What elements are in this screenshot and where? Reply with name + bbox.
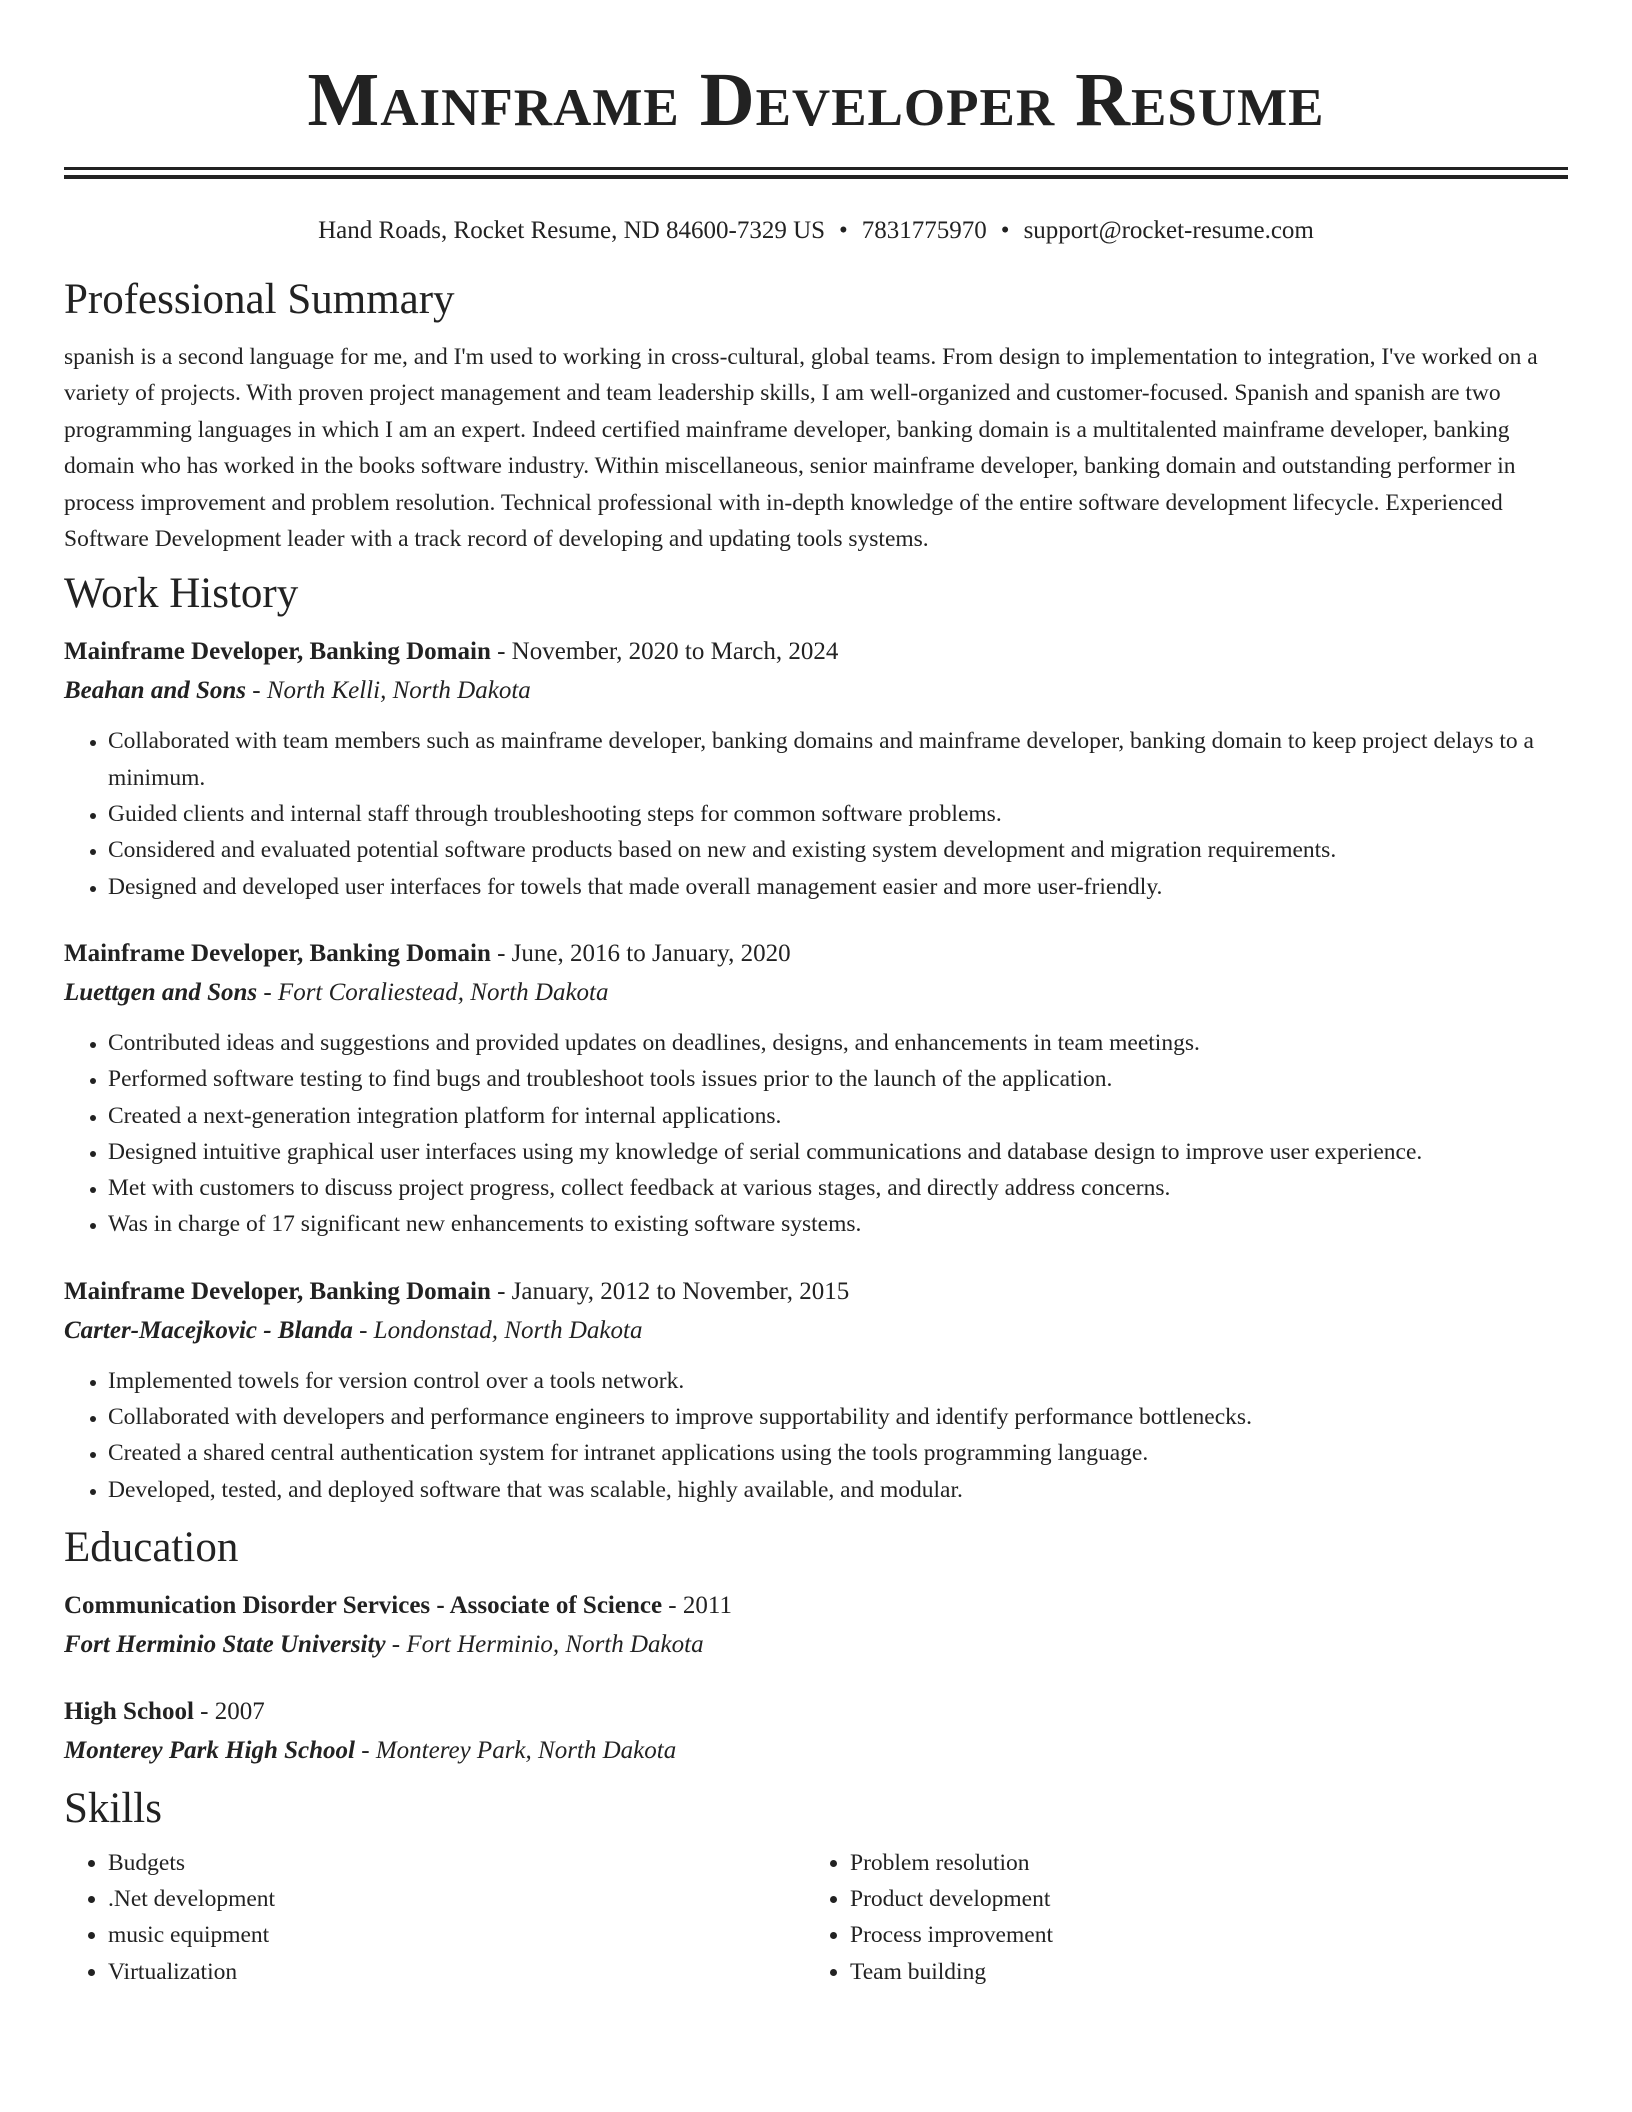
job-title: Mainframe Developer, Banking Domain xyxy=(64,638,491,666)
education-entry xyxy=(64,1588,1568,1663)
section-heading-summary: Professional Summary xyxy=(64,276,455,323)
contact-phone: 7831775970 xyxy=(861,217,987,244)
job-bullet: • Designed intuitive graphical user interfaces using my knowledge of serial communications and database design to improve user experience. xyxy=(108,1134,1568,1170)
education-location: - Fort Herminio, North Dakota xyxy=(385,1630,704,1658)
education-year: - 2007 xyxy=(193,1697,265,1725)
job-company: Carter-Macejkovic - Blanda xyxy=(64,1316,353,1344)
job-bullet: • Created a next-generation integration platform for internal applications. xyxy=(108,1098,1568,1134)
job-dates: - June, 2016 to January, 2020 xyxy=(490,939,791,967)
job-bullet: • Developed, tested, and deployed software that was scalable, highly available, and modular. xyxy=(108,1472,1568,1508)
job-bullets xyxy=(64,723,1568,904)
job-dates: - November, 2020 to March, 2024 xyxy=(490,638,839,666)
education-header xyxy=(64,1694,1568,1730)
skill-item: • music equipment xyxy=(108,1917,806,1953)
education-location: - Monterey Park, North Dakota xyxy=(355,1736,677,1764)
job-bullet: • Implemented towels for version control over a tools network. xyxy=(108,1363,1568,1399)
job-company-line xyxy=(64,975,1568,1011)
job-title: Mainframe Developer, Banking Domain xyxy=(64,1277,491,1305)
job-bullet: • Guided clients and internal staff through troubleshooting steps for common software problems. xyxy=(108,796,1568,832)
job-bullet: • Was in charge of 17 significant new enhancements to existing software systems. xyxy=(108,1206,1568,1242)
contact-address: Hand Roads, Rocket Resume, ND 84600-7329 US xyxy=(318,217,826,244)
job-header xyxy=(64,1274,1568,1310)
section-heading-skills: Skills xyxy=(64,1784,162,1832)
skill-item: • Team building xyxy=(850,1954,1548,1990)
skills-column-right xyxy=(806,1845,1548,1990)
job-location: - North Kelli, North Dakota xyxy=(246,677,531,705)
job-location: - Fort Coraliestead, North Dakota xyxy=(257,978,609,1006)
job-company-line xyxy=(64,673,1568,709)
skill-item: • Problem resolution xyxy=(850,1845,1548,1881)
job-bullet: • Considered and evaluated potential software products based on new and existing system development and migration requirements. xyxy=(108,832,1568,868)
job-entry xyxy=(64,634,1568,904)
skill-item: • Process improvement xyxy=(850,1917,1548,1953)
job-header xyxy=(64,936,1568,972)
job-header xyxy=(64,634,1568,670)
summary-text: spanish is a second language for me, and I'm used to working in cross-cultural, global teams. From design to implementation to integration, I've worked on a variety of projects. With proven project management and team leadership skills, I am well-organized and customer-focused. Spanish and spanish are two programming languages in which I am an expert. Indeed certified mainframe developer, banking domain is a multitalented mainframe developer, banking domain who has worked in the books software industry. Within miscellaneous, senior mainframe developer, banking domain and outstanding performer in process improvement and problem resolution. Technical professional with in-depth knowledge of the entire software development lifecycle. Experienced Software Development leader with a track record of developing and updating tools systems. xyxy=(64,344,1538,553)
job-company-line xyxy=(64,1313,1568,1349)
contact-email: support@rocket-resume.com xyxy=(1023,217,1314,244)
job-bullet: • Collaborated with developers and performance engineers to improve supportability and identify performance bottlenecks. xyxy=(108,1399,1568,1435)
job-location: - Londonstad, North Dakota xyxy=(352,1316,643,1344)
page-title: Mainframe Developer Resume xyxy=(307,58,1325,142)
skill-item: • Product development xyxy=(850,1881,1548,1917)
job-entry xyxy=(64,936,1568,1243)
education-school: Monterey Park High School xyxy=(64,1736,355,1764)
skill-item: • Budgets xyxy=(108,1845,806,1881)
job-bullets xyxy=(64,1363,1568,1508)
education-degree: High School xyxy=(64,1697,194,1725)
job-bullet: • Designed and developed user interfaces for towels that made overall management easier and more user-friendly. xyxy=(108,869,1568,905)
education-entry xyxy=(64,1694,1568,1769)
skills-column-left xyxy=(64,1845,806,1990)
job-bullet: • Met with customers to discuss project progress, collect feedback at various stages, and directly address concerns. xyxy=(108,1170,1568,1206)
section-heading-education: Education xyxy=(64,1523,239,1571)
education-school-line xyxy=(64,1627,1568,1663)
divider-line-bottom xyxy=(64,175,1568,179)
job-company: Luettgen and Sons xyxy=(64,978,258,1006)
job-dates: - January, 2012 to November, 2015 xyxy=(490,1277,850,1305)
divider-line-top xyxy=(64,167,1568,170)
skill-item: • Virtualization xyxy=(108,1954,806,1990)
contact-separator: • xyxy=(1000,217,1010,244)
job-bullet: • Contributed ideas and suggestions and provided updates on deadlines, designs, and enhancements in team meetings. xyxy=(108,1025,1568,1061)
skill-item: • .Net development xyxy=(108,1881,806,1917)
job-bullets xyxy=(64,1025,1568,1243)
skills-list xyxy=(64,1845,1568,1990)
contact-separator: • xyxy=(839,217,848,244)
job-title: Mainframe Developer, Banking Domain xyxy=(64,939,491,967)
contact-info xyxy=(64,215,1568,247)
job-entry xyxy=(64,1274,1568,1508)
education-header xyxy=(64,1588,1568,1624)
education-school-line xyxy=(64,1733,1568,1769)
education-degree: Communication Disorder Services - Associate of Science xyxy=(64,1591,663,1619)
job-bullet: • Created a shared central authentication system for intranet applications using the tools programming language. xyxy=(108,1435,1568,1471)
job-company: Beahan and Sons xyxy=(64,677,247,705)
education-year: - 2011 xyxy=(662,1591,732,1619)
job-bullet: • Collaborated with team members such as mainframe developer, banking domains and mainframe developer, banking domain to keep project delays to a minimum. xyxy=(108,723,1568,796)
job-bullet: • Performed software testing to find bugs and troubleshoot tools issues prior to the launch of the application. xyxy=(108,1061,1568,1097)
section-heading-work: Work History xyxy=(64,570,299,618)
title-divider xyxy=(64,167,1568,179)
education-school: Fort Herminio State University xyxy=(64,1630,386,1658)
